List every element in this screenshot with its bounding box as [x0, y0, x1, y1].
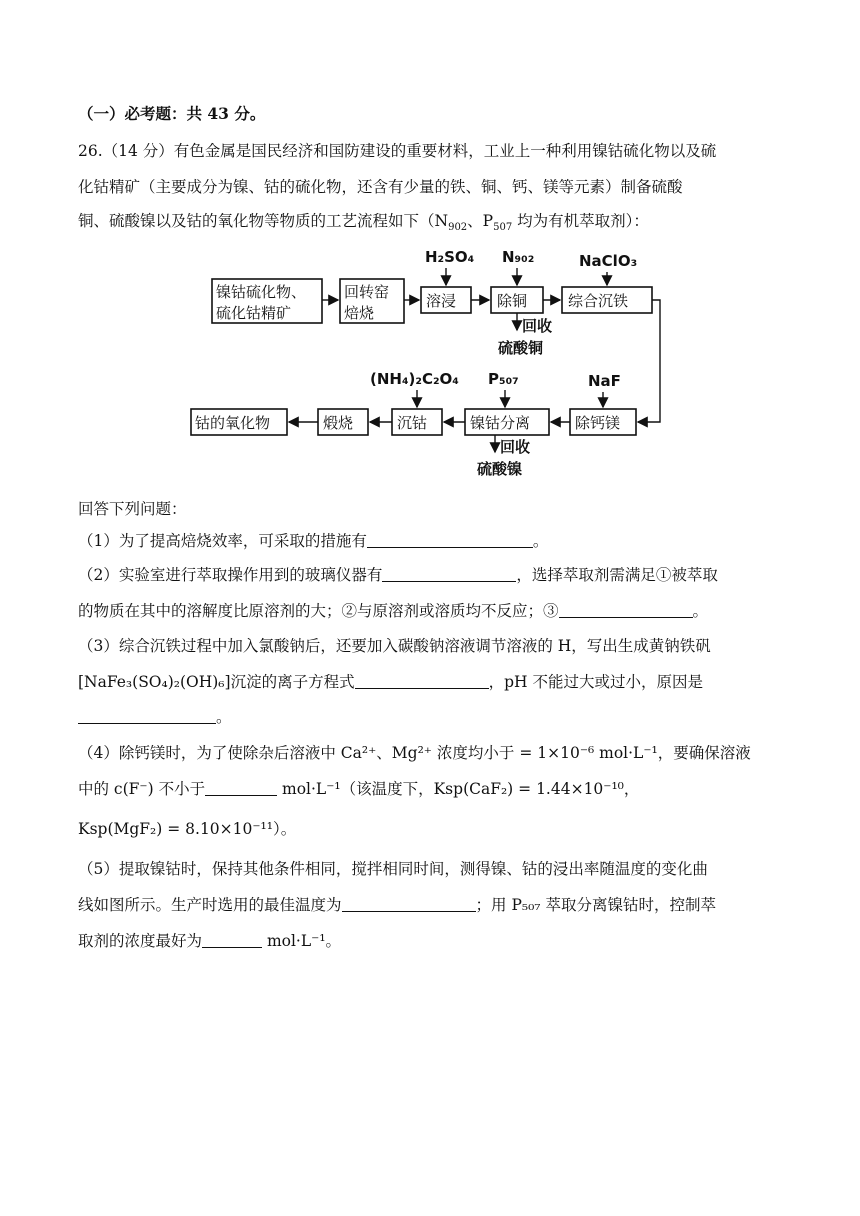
- question-4-line-2: [78, 778, 639, 800]
- q5-text-d: 取剂的浓度最好为: [78, 932, 203, 950]
- q2-text-a: （2）实验室进行萃取操作用到的玻璃仪器有: [78, 566, 383, 584]
- reagent-n902: N₉₀₂: [502, 248, 535, 266]
- q1-answer-blank[interactable]: [367, 531, 533, 548]
- q4-answer-blank[interactable]: [205, 779, 277, 796]
- q2-answer-blank-2[interactable]: [559, 601, 693, 618]
- q26-line-3c: 均为有机萃取剂）：: [512, 212, 649, 230]
- reagent-oxalate: (NH₄)₂C₂O₄: [370, 370, 459, 388]
- label-remove-ca-mg: 除钙镁: [575, 414, 621, 432]
- question-5-line-3: [78, 930, 341, 952]
- q4-text-c: mol·L⁻¹（该温度下，Ksp(CaF₂) = 1.44×10⁻¹⁰，: [277, 780, 640, 798]
- q26-line-3b: 、P: [467, 212, 494, 230]
- label-product: 钴的氧化物: [195, 414, 271, 432]
- question-5-line-1: （5）提取镍钴时，保持其他条件相同，搅拌相同时间，测得镍、钴的浸出率随温度的变化曲: [78, 860, 708, 878]
- label-leach: 溶浸: [426, 292, 457, 310]
- question-2-line-2: [78, 600, 708, 622]
- question-3-line-3: [78, 706, 232, 728]
- q2-answer-blank-1[interactable]: [382, 565, 516, 582]
- label-precip-co: 沉钴: [397, 414, 428, 432]
- question-3-line-2: [78, 671, 703, 693]
- q5-answer-blank-1[interactable]: [342, 895, 476, 912]
- section-title: （一）必考题：共 43 分。: [78, 104, 266, 123]
- q5-answer-blank-2[interactable]: [202, 931, 262, 948]
- q5-text-c: ；用 P₅₀₇ 萃取分离镍钴时，控制萃: [475, 896, 716, 914]
- label-roast-2: 焙烧: [344, 304, 375, 322]
- q3-end: 。: [216, 708, 232, 726]
- q5-text-e: mol·L⁻¹。: [262, 932, 342, 950]
- q3-text-c: ，pH 不能过大或过小，原因是: [488, 673, 703, 691]
- label-recover-cu: 回收: [522, 317, 553, 335]
- label-niso4: 硫酸镍: [477, 460, 523, 478]
- label-roast-1: 回转窑: [344, 283, 390, 301]
- q3-formula: [NaFe₃(SO₄)₂(OH)₆]: [78, 673, 231, 691]
- p507-subscript: 507: [493, 222, 513, 234]
- q2-text-b: ，选择萃取剂需满足①被萃取: [516, 566, 718, 584]
- reagent-naf: NaF: [588, 372, 621, 390]
- label-ni-co-sep: 镍钴分离: [470, 414, 531, 432]
- q5-text-b: 线如图所示。生产时选用的最佳温度为: [78, 896, 342, 914]
- question-5-line-2: [78, 894, 716, 916]
- question-4-line-1: （4）除钙镁时，为了使除杂后溶液中 Ca²⁺、Mg²⁺ 浓度均小于 = 1×10⁻⁶ mol·L⁻¹，要确保溶液: [78, 744, 751, 762]
- q26-line-3a: 铜、硫酸镍以及钴的氧化物等物质的工艺流程如下（N: [78, 212, 449, 230]
- q4-text-b: 中的 c(F⁻) 不小于: [78, 780, 206, 798]
- q2-text-c: 的物质在其中的溶解度比原溶剂的大；②与原溶剂或溶质均不反应；③: [78, 602, 559, 620]
- label-raw-1: 镍钴硫化物、: [216, 283, 307, 301]
- label-raw-2: 硫化钴精矿: [216, 304, 292, 322]
- q1-end: 。: [532, 532, 549, 550]
- q3-answer-blank-1[interactable]: [355, 672, 489, 689]
- label-calcine: 煅烧: [323, 414, 354, 432]
- q2-end: 。: [692, 602, 709, 620]
- label-cuso4: 硫酸铜: [498, 339, 544, 357]
- label-remove-cu: 除铜: [497, 292, 528, 310]
- process-flowchart: [0, 0, 860, 490]
- reagent-naclo3: NaClO₃: [579, 252, 638, 270]
- label-comp-fe: 综合沉铁: [568, 292, 629, 310]
- question-3-line-1: （3）综合沉铁过程中加入氯酸钠后，还要加入碳酸钠溶液调节溶液的 H，写出生成黄钠铁矾: [78, 637, 711, 655]
- q26-line-1: 26.（14 分）有色金属是国民经济和国防建设的重要材料，工业上一种利用镍钴硫化物以及硫: [78, 142, 717, 160]
- question-4-line-3: Ksp(MgF₂) = 8.10×10⁻¹¹）。: [78, 820, 297, 838]
- q1-text: （1）为了提高焙烧效率，可采取的措施有: [78, 532, 367, 550]
- n902-subscript: 902: [448, 222, 468, 234]
- reagent-p507: P₅₀₇: [488, 370, 519, 388]
- q3-text-b: 沉淀的离子方程式: [230, 673, 355, 691]
- reagent-h2so4: H₂SO₄: [425, 248, 475, 266]
- q26-line-2: 化钴精矿（主要成分为镍、钴的硫化物，还含有少量的铁、铜、钙、镁等元素）制备硫酸: [78, 178, 683, 196]
- question-2-line-1: [78, 564, 718, 586]
- q3-answer-blank-2[interactable]: [78, 707, 216, 724]
- question-1: [78, 530, 548, 552]
- label-recover-ni: 回收: [500, 438, 531, 456]
- answer-intro: 回答下列问题：: [78, 500, 187, 518]
